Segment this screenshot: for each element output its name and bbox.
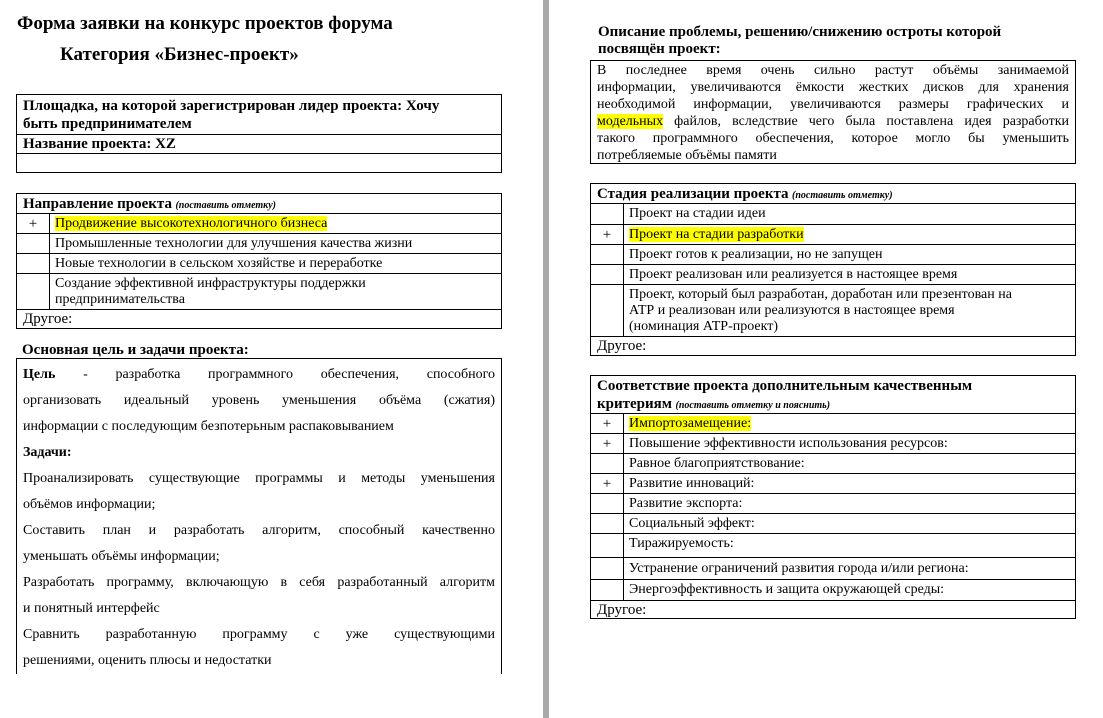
task-line: Составить план и разработать алгоритм, способный качественно <box>23 523 495 538</box>
criteria-note: (поставить отметку и пояснить) <box>675 400 831 411</box>
direction-mark: + <box>28 216 38 232</box>
task-line: объёмов информации; <box>23 497 156 512</box>
criteria-table <box>590 375 1076 619</box>
criteria-other: Другое: <box>597 602 647 618</box>
problem-box <box>590 60 1076 164</box>
criteria-text: Устранение ограничений развития города и/или региона: <box>629 561 969 576</box>
criteria-text: Повышение эффективности использования ресурсов: <box>629 436 948 451</box>
direction-text: Создание эффективной инфраструктуры поддержки <box>55 276 366 291</box>
platform-label: Площадка, на которой зарегистрирован лидер проекта: Хочу <box>23 98 440 114</box>
criteria-item[interactable] <box>591 580 1075 601</box>
tasks-label: Задачи: <box>23 445 72 460</box>
problem-heading: Описание проблемы, решению/снижению остроты которой посвящён проект: <box>598 24 1002 57</box>
criteria-text: Импортозамещение: <box>629 416 752 431</box>
form-category: Категория «Бизнес-проект» <box>60 44 299 65</box>
criteria-text: Тиражируемость: <box>629 536 734 551</box>
criteria-item[interactable] <box>591 474 1075 494</box>
direction-item[interactable] <box>17 274 501 310</box>
stage-item[interactable] <box>591 225 1075 245</box>
criteria-item[interactable] <box>591 534 1075 558</box>
task-line: и понятный интерфейс <box>23 601 160 616</box>
direction-item[interactable] <box>17 214 501 234</box>
stage-item[interactable] <box>591 204 1075 225</box>
problem-line: потребляемые объёмы памяти <box>597 148 777 163</box>
problem-line: В последнее время очень сильно растут объёмы занимаемой <box>597 63 1069 78</box>
stage-item[interactable] <box>591 265 1075 285</box>
criteria-item[interactable] <box>591 494 1075 514</box>
direction-table <box>16 193 502 329</box>
task-line: Разработать программу, включающую в себя разработанный алгоритм <box>23 575 495 590</box>
criteria-item[interactable] <box>591 414 1075 434</box>
page-divider <box>543 0 549 718</box>
task-line: Проанализировать существующие программы и методы уменьшения <box>23 471 495 486</box>
task-line: уменьшать объёмы информации; <box>23 549 220 564</box>
direction-text: предпринимательства <box>55 292 185 307</box>
task-line: решениями, оценить плюсы и недостатки <box>23 653 272 668</box>
direction-note: (поставить отметку) <box>175 200 277 211</box>
stage-text: Проект на стадии разработки <box>629 227 804 242</box>
direction-text: Продвижение высокотехнологичного бизнеса <box>55 216 328 231</box>
criteria-item[interactable] <box>591 558 1075 580</box>
stage-item[interactable] <box>591 285 1075 337</box>
stage-item[interactable] <box>591 245 1075 265</box>
stage-text: Проект на стадии идеи <box>629 206 766 221</box>
criteria-mark: + <box>602 416 612 432</box>
direction-text: Промышленные технологии для улучшения качества жизни <box>55 236 413 251</box>
goal-line: Цель - разработка программного обеспечения, способного <box>23 367 496 382</box>
criteria-item[interactable] <box>591 514 1075 534</box>
stage-table <box>590 183 1076 356</box>
goal-box <box>16 358 502 674</box>
stage-note: (поставить отметку) <box>792 190 893 201</box>
goal-heading: Основная цель и задачи проекта: <box>22 342 249 358</box>
stage-text: Проект реализован или реализуется в настоящее время <box>629 267 958 282</box>
project-name: Название проекта: XZ <box>23 136 176 152</box>
stage-other: Другое: <box>597 338 647 354</box>
stage-mark: + <box>602 227 612 243</box>
form-title: Форма заявки на конкурс проектов форума <box>17 13 393 34</box>
stage-heading: Стадия реализации проекта <box>597 186 789 202</box>
stage-text: АТР и реализован или реализуются в настоящее время <box>629 303 955 318</box>
criteria-text: Равное благоприятствование: <box>629 456 805 471</box>
direction-heading: Направление проекта <box>23 196 172 212</box>
problem-line: такого программного обеспечения, которое могло бы уменьшить <box>597 131 1069 146</box>
criteria-text: Социальный эффект: <box>629 516 755 531</box>
criteria-item[interactable] <box>591 434 1075 454</box>
criteria-heading: критериям <box>597 396 672 412</box>
direction-text: Новые технологии в сельском хозяйстве и переработке <box>55 256 383 271</box>
direction-item[interactable] <box>17 254 501 274</box>
goal-line: информации с последующим безпотерьным распаковыванием <box>23 419 394 434</box>
direction-other: Другое: <box>23 311 73 327</box>
criteria-text: Развитие экспорта: <box>629 496 743 511</box>
task-line: Сравнить разработанную программу с уже существующими <box>23 627 495 642</box>
stage-text: Проект готов к реализации, но не запущен <box>629 247 883 262</box>
criteria-heading: Соответствие проекта дополнительным качественным <box>597 378 973 394</box>
platform-value: быть предпринимателем <box>23 116 192 132</box>
stage-text: Проект, который был разработан, доработан или презентован на <box>629 287 1012 302</box>
empty-row <box>17 154 501 173</box>
platform-table <box>16 94 502 173</box>
criteria-item[interactable] <box>591 454 1075 474</box>
problem-line: модельных файлов, вследствие чего была поставлена идея разработки <box>597 114 1069 129</box>
criteria-text: Энергоэффективность и защита окружающей среды: <box>629 582 945 597</box>
criteria-mark: + <box>602 436 612 452</box>
direction-item[interactable] <box>17 234 501 254</box>
problem-line: информации, увеличиваются ёмкости жестких дисков для хранения <box>597 80 1069 95</box>
stage-text: (номинация АТР-проект) <box>629 319 779 334</box>
criteria-text: Развитие инноваций: <box>629 476 755 491</box>
problem-line: необходимой информации, увеличиваются размеры графических и <box>597 97 1069 112</box>
goal-line: организовать идеальный уровень уменьшения объёма (сжатия) <box>23 393 495 408</box>
criteria-mark: + <box>602 476 612 492</box>
